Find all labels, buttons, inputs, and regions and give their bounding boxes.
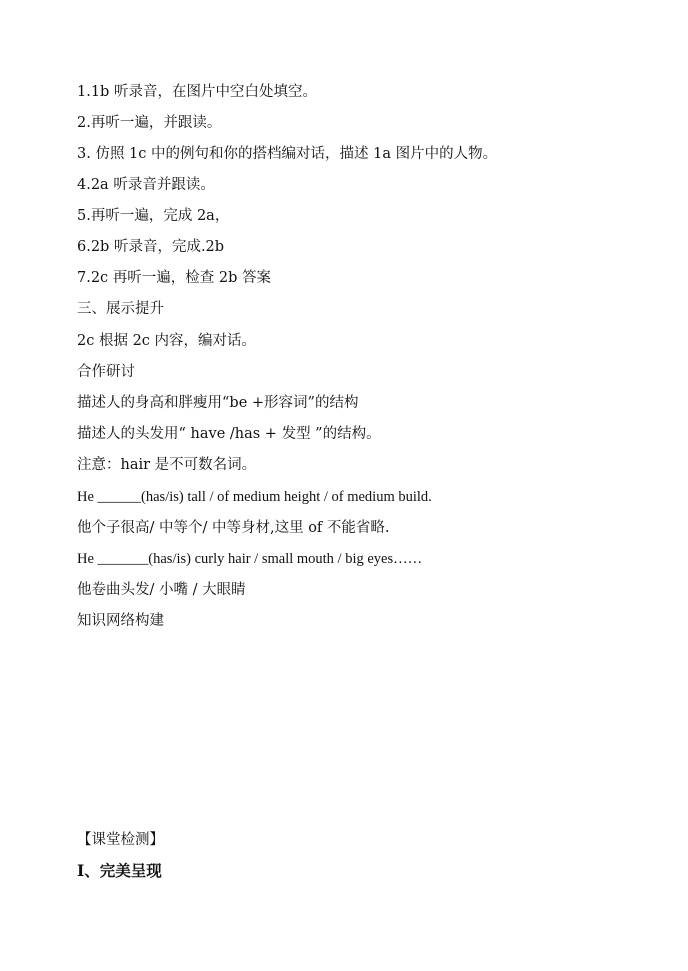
grammar-note-hair: 描述人的头发用“ have /has + 发型 ”的结构。: [77, 426, 381, 442]
step-4-text: 4.2a 听录音并跟读。: [77, 177, 215, 193]
knowledge-network-heading: 知识网络构建: [77, 613, 164, 629]
example-sentence-tall: He ______(has/is) tall / of medium height / of medium build.: [77, 489, 432, 505]
example-translation-hair: 他卷曲头发/ 小嘴 / 大眼睛: [77, 582, 246, 598]
step-3-text: 3. 仿照 1c 中的例句和你的搭档编对话，描述 1a 图片中的人物。: [77, 146, 498, 162]
step-1-text: 1.1b 听录音，在图片中空白处填空。: [77, 84, 317, 100]
step-2-text: 2.再听一遍，并跟读。: [77, 115, 222, 131]
class-test-heading: 【课堂检测】: [77, 832, 164, 848]
grammar-note-height: 描述人的身高和胖瘦用“be +形容词”的结构: [77, 395, 359, 411]
perfect-presentation-heading: Ⅰ、完美呈现: [77, 861, 162, 880]
dialogue-task-text: 2c 根据 2c 内容，编对话。: [77, 333, 257, 349]
step-7-text: 7.2c 再听一遍，检查 2b 答案: [77, 270, 272, 286]
example-translation-tall: 他个子很高/ 中等个/ 中等身材,这里 of 不能省略.: [77, 520, 390, 536]
step-6-text: 6.2b 听录音，完成.2b: [77, 239, 225, 255]
section-heading-present: 三、展示提升: [77, 301, 164, 317]
note-uncountable: 注意：hair 是不可数名词。: [77, 457, 257, 473]
step-5-text: 5.再听一遍，完成 2a，: [77, 208, 230, 224]
cooperation-heading: 合作研讨: [77, 364, 135, 380]
example-sentence-hair: He _______(has/is) curly hair / small mouth / big eyes……: [77, 551, 423, 567]
